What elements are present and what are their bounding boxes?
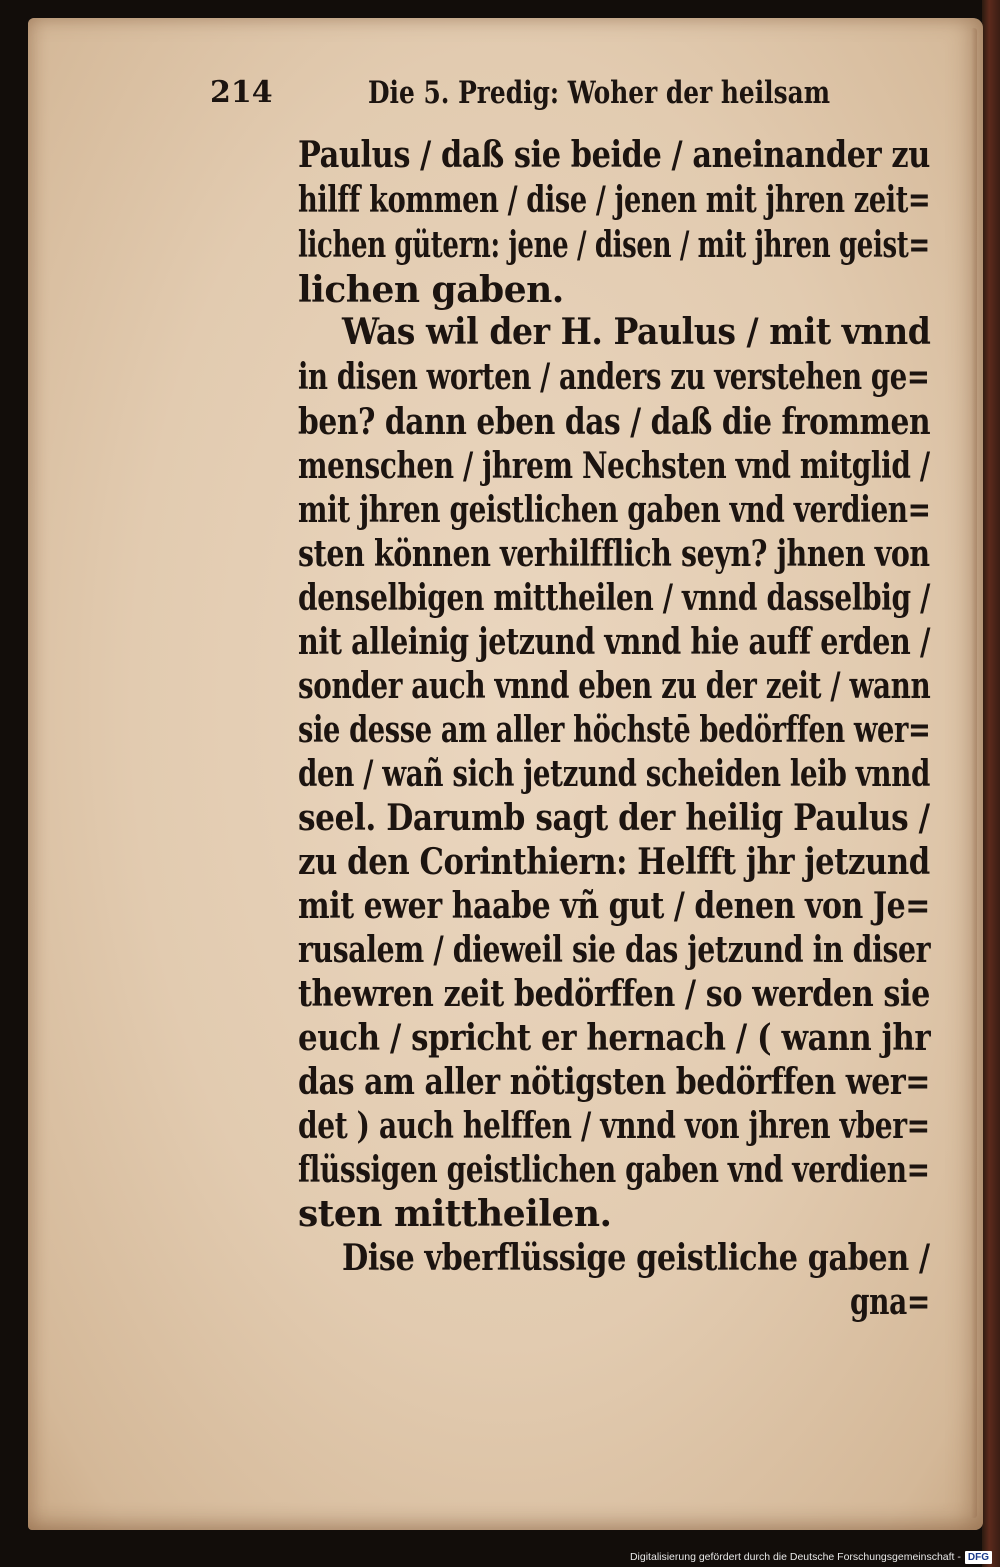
text-line: euch / spricht er hernach / ( wann jhr <box>298 1017 931 1059</box>
page-header <box>210 70 830 116</box>
text-line: ben? dann eben das / daß die frommen <box>298 401 931 443</box>
text-line: seel. Darumb sagt der heilig Paulus / <box>298 797 930 839</box>
page-number: 214 <box>210 75 273 110</box>
text-line: nit alleinig jetzund vnnd hie auff erden / <box>298 621 930 663</box>
catchword: gna= <box>850 1281 930 1323</box>
text-line: lichen gütern: jene / disen / mit jhren geist= <box>298 224 930 266</box>
text-line: mit jhren geistlichen gaben vnd verdien= <box>298 489 931 531</box>
text-line: in disen worten / anders zu verstehen ge= <box>298 356 930 398</box>
text-line: sonder auch vnnd eben zu der zeit / wann <box>298 665 931 707</box>
running-head: Die 5. Predig: Woher der heilsam <box>368 75 831 111</box>
text-line: sten können verhilfflich seyn? jhnen von <box>298 533 930 575</box>
text-line: thewren zeit bedörffen / so werden sie <box>298 973 930 1015</box>
text-line: Paulus / daß sie beide / aneinander zu <box>298 134 930 176</box>
text-line: hilff kommen / dise / jenen mit jhren zeit= <box>298 179 931 221</box>
book-cover-edge <box>982 0 1000 1567</box>
text-line: zu den Corinthiern: Helfft jhr jetzund <box>298 841 930 883</box>
paragraph-start-line: Was wil der H. Paulus / mit vnnd <box>342 311 931 353</box>
funding-credit: Digitalisierung gefördert durch die Deutsche Forschungsgemeinschaft - <box>629 1551 961 1563</box>
text-line: mit ewer haabe vñ gut / denen von Je= <box>298 885 930 927</box>
text-line: rusalem / dieweil sie das jetzund in diser <box>298 929 931 971</box>
text-line: den / wañ sich jetzund scheiden leib vnnd <box>298 753 930 795</box>
text-line: flüssigen geistlichen gaben vnd verdien= <box>298 1149 930 1191</box>
text-line: das am aller nötigsten bedörffen wer= <box>298 1061 931 1103</box>
paragraph-start-line: Dise vberflüssige geistliche gaben / <box>342 1237 930 1279</box>
text-line: menschen / jhrem Nechsten vnd mitglid / <box>298 445 930 487</box>
text-line: sie desse am aller höchstē bedörffen wer= <box>298 709 931 751</box>
text-line: sten mittheilen. <box>298 1193 612 1235</box>
text-line: denselbigen mittheilen / vnnd dasselbig / <box>298 577 930 619</box>
text-line: lichen gaben. <box>298 269 564 311</box>
digitization-footer <box>600 1547 1000 1567</box>
text-line: det ) auch helffen / vnnd von jhren vber= <box>298 1105 930 1147</box>
dfg-logo: DFG <box>965 1551 992 1564</box>
